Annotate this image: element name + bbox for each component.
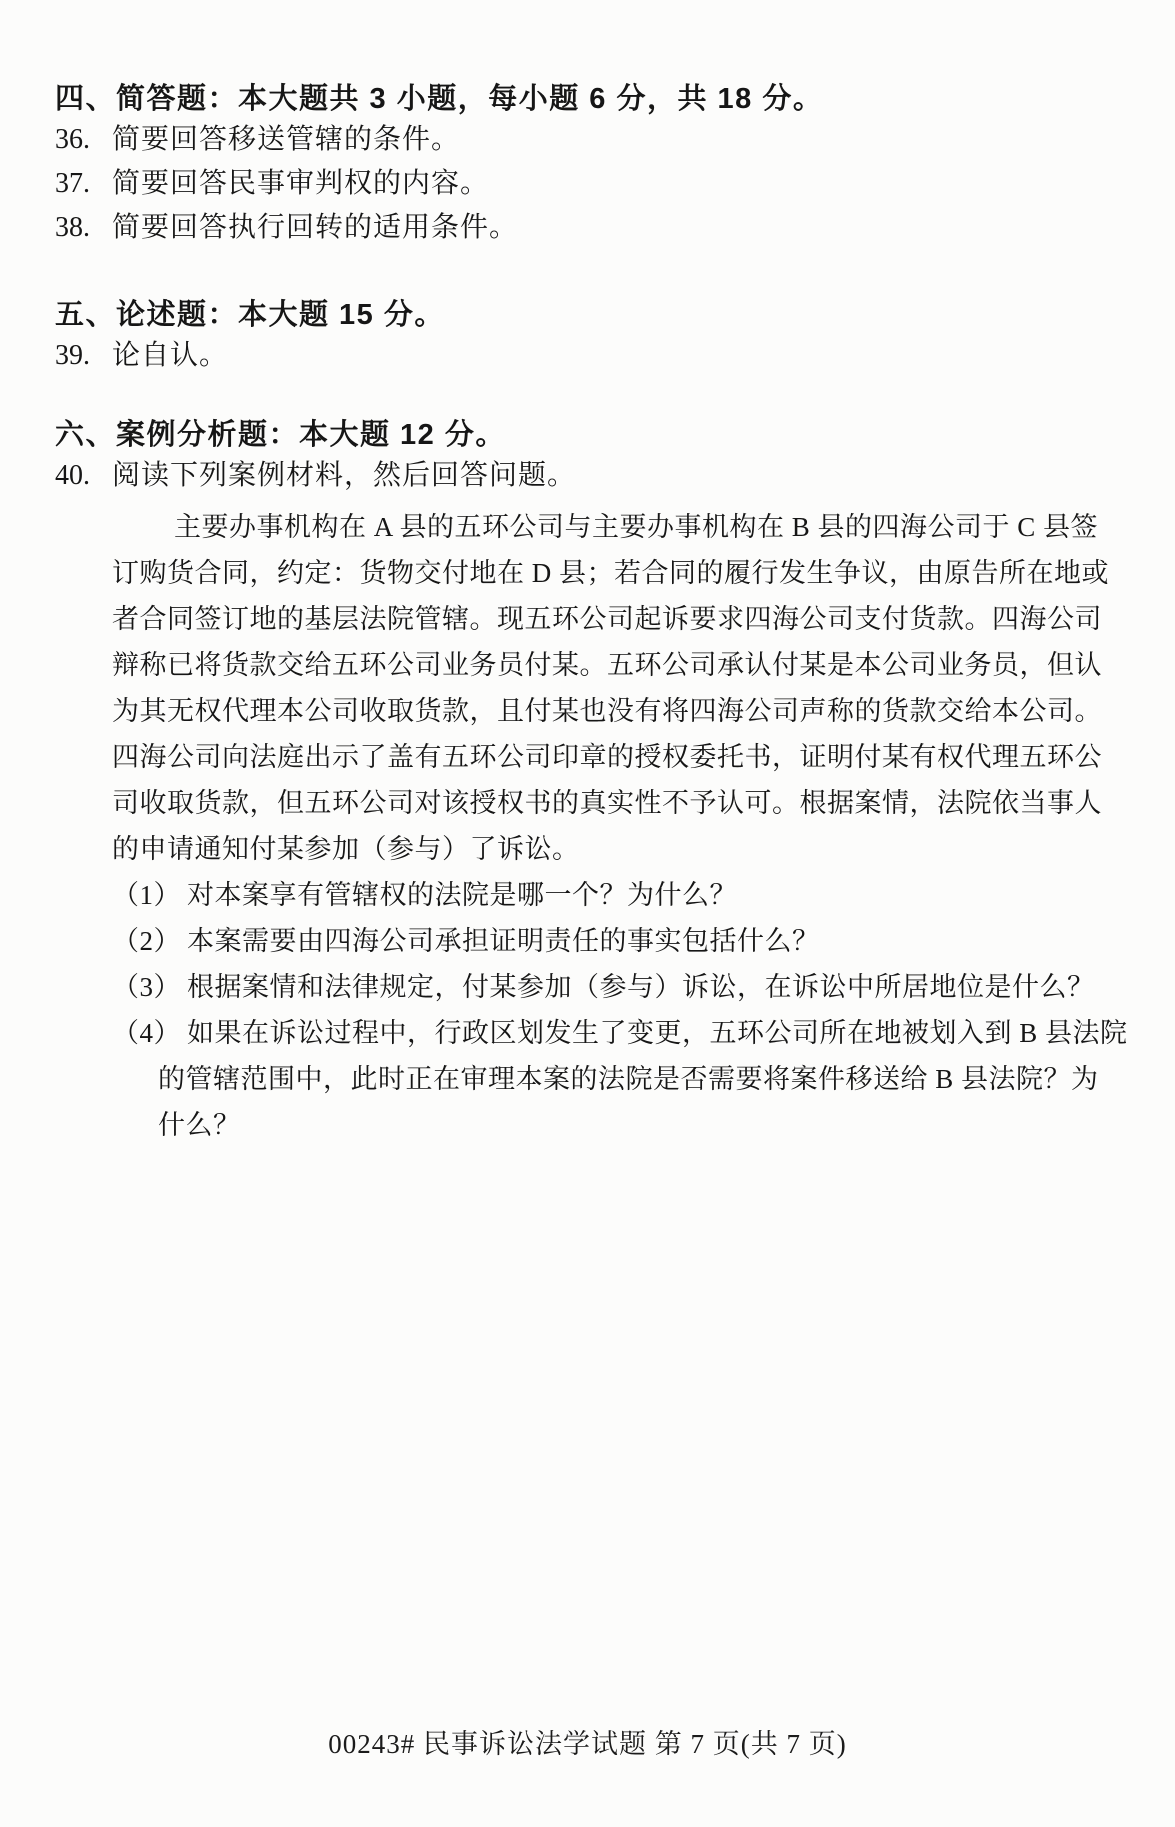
case-material-line: 订购货合同，约定：货物交付地在 D 县；若合同的履行发生争议，由原告所在地或	[112, 558, 1109, 588]
case-questions	[112, 872, 1127, 1148]
item-number: 39.	[55, 340, 90, 371]
question-item-38	[55, 206, 1127, 250]
item-text: 简要回答执行回转的适用条件。	[112, 212, 519, 243]
case-question-4-continuation: 什么？	[158, 1110, 241, 1140]
item-number: 36.	[55, 124, 90, 155]
question-number: （2）	[112, 926, 181, 956]
case-material-line: 四海公司向法庭出示了盖有五环公司印章的授权委托书，证明付某有权代理五环公	[112, 742, 1102, 772]
question-item-40	[55, 454, 1127, 498]
item-text: 论自认。	[112, 340, 229, 371]
item-number: 37.	[55, 168, 90, 199]
exam-content	[55, 80, 1127, 1148]
case-question-1	[112, 872, 1127, 918]
question-text: 如果在诉讼过程中，行政区划发生了变更，五环公司所在地被划入到 B 县法院	[187, 1018, 1128, 1048]
item-text: 简要回答民事审判权的内容。	[112, 168, 490, 199]
case-material-line: 主要办事机构在 A 县的五环公司与主要办事机构在 B 县的四海公司于 C 县签	[174, 512, 1099, 542]
page-footer: 00243# 民事诉讼法学试题 第 7 页(共 7 页)	[328, 1729, 847, 1759]
section-essay-heading: 五、论述题：本大题 15 分。	[55, 299, 445, 331]
item-number: 40.	[55, 460, 90, 491]
case-material	[112, 504, 1127, 872]
section-case-analysis	[55, 416, 1127, 1148]
item-number: 38.	[55, 212, 90, 243]
case-material-line: 司收取货款，但五环公司对该授权书的真实性不予认可。根据案情，法院依当事人	[112, 788, 1102, 818]
question-item-37	[55, 162, 1127, 206]
question-text: 根据案情和法律规定，付某参加（参与）诉讼，在诉讼中所居地位是什么？	[187, 972, 1095, 1002]
case-material-line: 辩称已将货款交给五环公司业务员付某。五环公司承认付某是本公司业务员，但认	[112, 650, 1102, 680]
section-short-answer	[55, 80, 1127, 250]
question-item-36	[55, 118, 1127, 162]
question-item-39	[55, 334, 1127, 378]
section-essay	[55, 296, 1127, 378]
question-number: （1）	[112, 880, 181, 910]
item-text: 简要回答移送管辖的条件。	[112, 124, 461, 155]
case-material-line: 的申请通知付某参加（参与）了诉讼。	[112, 834, 580, 864]
item-text: 阅读下列案例材料，然后回答问题。	[112, 460, 577, 491]
question-text: 对本案享有管辖权的法院是哪一个？为什么？	[187, 880, 737, 910]
case-question-2	[112, 918, 1127, 964]
case-question-4-continuation: 的管辖范围中，此时正在审理本案的法院是否需要将案件移送给 B 县法院？为	[158, 1064, 1099, 1094]
question-text: 本案需要由四海公司承担证明责任的事实包括什么？	[187, 926, 820, 956]
case-material-line: 者合同签订地的基层法院管辖。现五环公司起诉要求四海公司支付货款。四海公司	[112, 604, 1102, 634]
section-short-answer-heading: 四、简答题：本大题共 3 小题，每小题 6 分，共 18 分。	[55, 83, 824, 115]
case-question-4	[112, 1010, 1127, 1056]
section-case-analysis-heading: 六、案例分析题：本大题 12 分。	[55, 419, 506, 451]
question-number: （4）	[112, 1018, 181, 1048]
question-number: （3）	[112, 972, 181, 1002]
case-question-3	[112, 964, 1127, 1010]
case-material-line: 为其无权代理本公司收取货款，且付某也没有将四海公司声称的货款交给本公司。	[112, 696, 1102, 726]
